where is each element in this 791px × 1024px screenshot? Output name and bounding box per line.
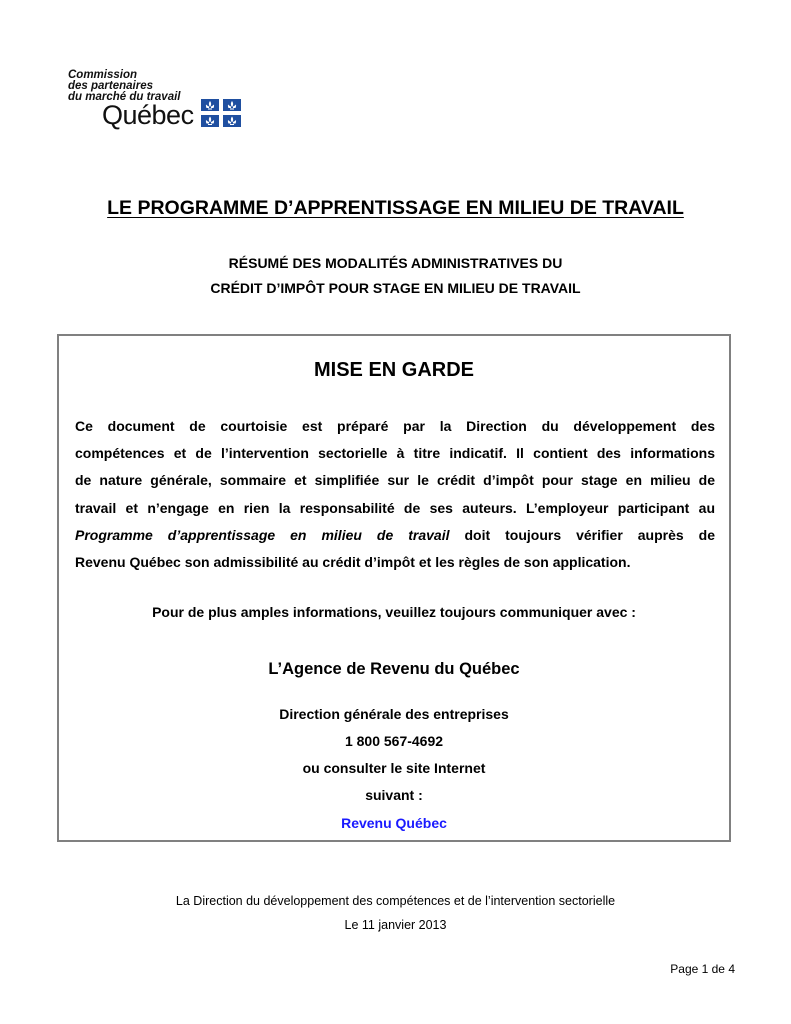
warning-line: compétences et de l’intervention sectorielle à titre indicatif. Il contient des informations bbox=[75, 445, 715, 462]
program-name-italic: Programme d’apprentissage en milieu de travail bbox=[75, 526, 450, 543]
warning-paragraph bbox=[75, 413, 715, 576]
logo-line-commission: Commission bbox=[68, 69, 138, 81]
logo-line-marche: du marché du travail bbox=[68, 91, 181, 103]
footer-date: Le 11 janvier 2013 bbox=[344, 918, 447, 932]
page-number: Page 1 de 4 bbox=[670, 962, 735, 976]
contact-department: Direction générale des entreprises bbox=[279, 706, 509, 722]
warning-line: Revenu Québec son admissibilité au crédit d’impôt et les règles de son application. bbox=[75, 553, 631, 570]
agency-name: L’Agence de Revenu du Québec bbox=[268, 660, 520, 678]
contact-phone: 1 800 567-4692 bbox=[344, 733, 444, 749]
document-title: LE PROGRAMME D’APPRENTISSAGE EN MILIEU DE TRAVAIL bbox=[107, 197, 684, 219]
document-subtitle-line-1: RÉSUMÉ DES MODALITÉS ADMINISTRATIVES DU bbox=[228, 255, 563, 271]
revenu-quebec-link[interactable]: Revenu Québec bbox=[341, 815, 447, 831]
organization-logo bbox=[68, 69, 248, 131]
logo-wordmark: Québec bbox=[102, 100, 194, 130]
contact-intro: Pour de plus amples informations, veuillez toujours communiquer avec : bbox=[152, 604, 636, 620]
warning-line-rest: doit toujours vérifier auprès de bbox=[449, 526, 716, 543]
warning-line bbox=[75, 522, 715, 549]
logo-line-partenaires: des partenaires bbox=[68, 80, 154, 92]
warning-heading: MISE EN GARDE bbox=[313, 359, 475, 381]
quebec-flag-icon bbox=[201, 99, 241, 127]
warning-line: de nature générale, sommaire et simplifiée sur le crédit d’impôt pour stage en milieu de bbox=[75, 472, 715, 489]
contact-website-intro: ou consulter le site Internet bbox=[302, 760, 486, 776]
contact-website-suffix: suivant : bbox=[365, 787, 423, 803]
document-subtitle-line-2: CRÉDIT D’IMPÔT POUR STAGE EN MILIEU DE TRAVAIL bbox=[210, 280, 581, 296]
warning-box bbox=[57, 334, 731, 842]
warning-line: Ce document de courtoisie est préparé par la Direction du développement des bbox=[75, 418, 715, 434]
footer-department: La Direction du développement des compétences et de l’intervention sectorielle bbox=[175, 894, 616, 908]
warning-line: travail et n’engage en rien la responsabilité de ses auteurs. L’employeur participant au bbox=[75, 499, 715, 516]
